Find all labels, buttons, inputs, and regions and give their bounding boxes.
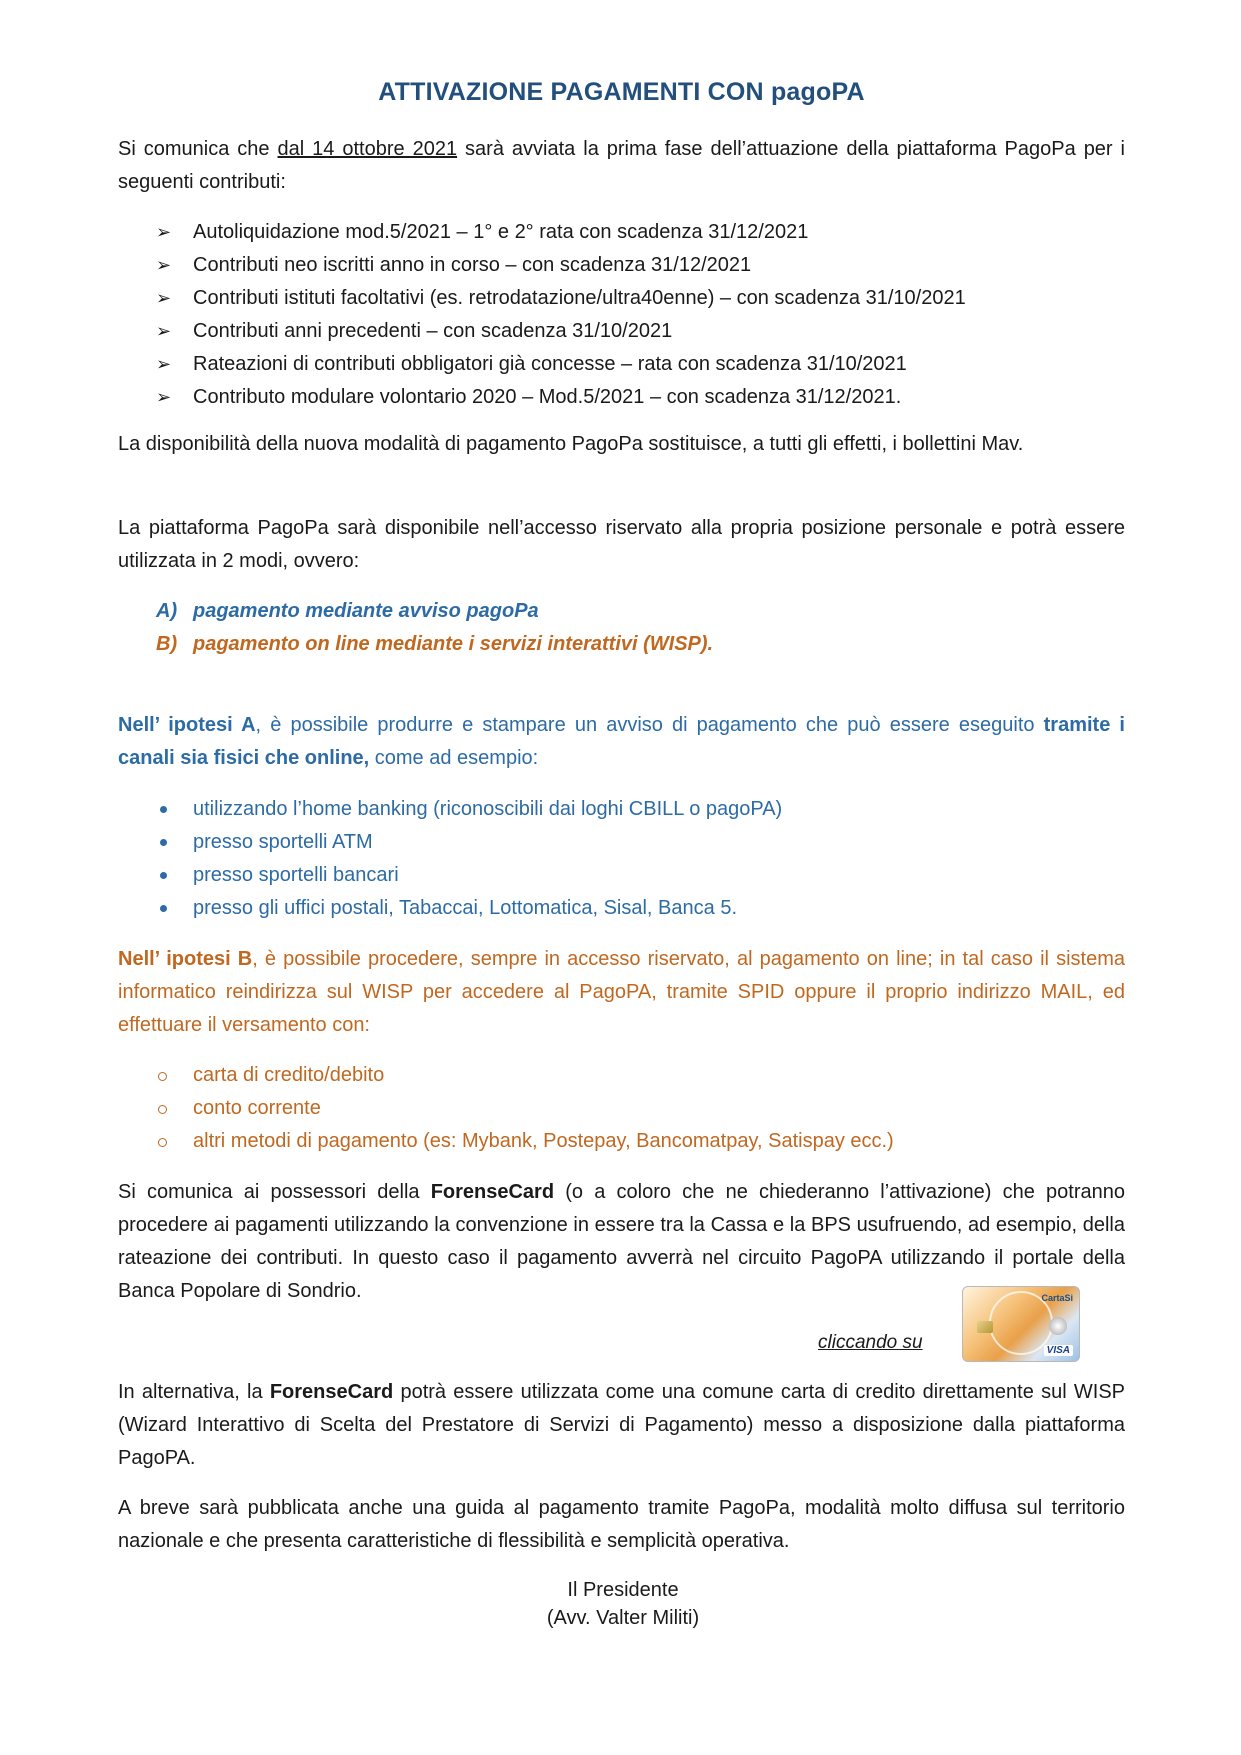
signature-name: (Avv. Valter Militi) [546, 1607, 700, 1629]
list-item: presso sportelli ATM [118, 826, 1125, 859]
contributi-list [118, 216, 1125, 414]
card-chip-icon [977, 1321, 993, 1333]
arrow-bullet-icon: ➢ [156, 387, 172, 408]
intro-post: sarà avviata la prima fase dell’attuazione della piattaforma PagoPa per i seguenti contributi: [118, 138, 1125, 193]
forensecard-image[interactable] [962, 1286, 1080, 1362]
piattaforma-paragraph: La piattaforma PagoPa sarà disponibile nell’accesso riservato alla propria posizione personale e potrà essere utilizzata in 2 modi, ovvero: [118, 517, 1125, 572]
canali-list [118, 793, 1125, 925]
cliccando-link[interactable]: cliccando su [818, 1332, 923, 1353]
list-item: ➢ Contributi anni precedenti – con scadenza 31/10/2021 [118, 315, 1125, 348]
disponibilita-paragraph: La disponibilità della nuova modalità di pagamento PagoPa sostituisce, a tutti gli effetti, i bollettini Mav. [118, 433, 1024, 455]
intro-date: dal 14 ottobre 2021 [277, 138, 458, 160]
list-item: utilizzando l’home banking (riconoscibili dai loghi CBILL o pagoPA) [118, 793, 1125, 826]
page-title: ATTIVAZIONE PAGAMENTI CON pagoPA [378, 78, 865, 106]
bullet-circle-icon [158, 1072, 167, 1081]
modi-list [118, 595, 1125, 661]
signature-block [118, 1576, 1125, 1632]
ipotesi-b-paragraph: Nell’ ipotesi B, è possibile procedere, sempre in accesso riservato, al pagamento on line; in tal caso il sistema informatico reindirizza sul WISP per accedere al PagoPA, tramite SPID oppure il proprio indirizzo MAIL, ed effettuare il versamento con: [118, 948, 1125, 1036]
list-item: ➢ Autoliquidazione mod.5/2021 – 1° e 2° rata con scadenza 31/12/2021 [118, 216, 1125, 249]
arrow-bullet-icon: ➢ [156, 255, 172, 276]
list-item: altri metodi di pagamento (es: Mybank, Postepay, Bancomatpay, Satispay ecc.) [118, 1125, 1125, 1158]
list-item: ➢ Rateazioni di contributi obbligatori già concesse – rata con scadenza 31/10/2021 [118, 348, 1125, 381]
bullet-circle-icon [158, 1105, 167, 1114]
list-item: ➢ Contributi neo iscritti anno in corso – con scadenza 31/12/2021 [118, 249, 1125, 282]
arrow-bullet-icon: ➢ [156, 321, 172, 342]
list-item: carta di credito/debito [118, 1059, 1125, 1092]
list-item: ➢ Contributi istituti facoltativi (es. retrodatazione/ultra40enne) – con scadenza 31/10/2021 [118, 282, 1125, 315]
list-item: presso sportelli bancari [118, 859, 1125, 892]
bullet-dot-icon [160, 839, 167, 846]
signature-role: Il Presidente [567, 1579, 679, 1601]
bullet-dot-icon [160, 905, 167, 912]
card-hologram-icon [1049, 1317, 1067, 1335]
arrow-bullet-icon: ➢ [156, 288, 172, 309]
bullet-circle-icon [158, 1138, 167, 1147]
arrow-bullet-icon: ➢ [156, 354, 172, 375]
list-item-a: A) pagamento mediante avviso pagoPa [156, 600, 539, 622]
visa-logo: VISA [1044, 1345, 1073, 1356]
ipotesi-a-paragraph: Nell’ ipotesi A, è possibile produrre e stampare un avviso di pagamento che può essere eseguito tramite i canali sia fisici che online, come ad esempio: [118, 714, 1125, 769]
intro-paragraph [118, 133, 1125, 199]
intro-pre: Si comunica che [118, 138, 278, 160]
list-item-b: B) pagamento on line mediante i servizi interattivi (WISP). [156, 633, 714, 655]
guida-paragraph: A breve sarà pubblicata anche una guida al pagamento tramite PagoPa, modalità molto diffusa sul territorio nazionale e che presenta caratteristiche di flessibilità e semplicità operativa. [118, 1497, 1125, 1552]
arrow-bullet-icon: ➢ [156, 222, 172, 243]
list-item: conto corrente [118, 1092, 1125, 1125]
forensecard-paragraph: Si comunica ai possessori della ForenseCard (o a coloro che ne chiederanno l’attivazione) che potranno procedere ai pagamenti utilizzando la convenzione in essere tra la Cassa e la BPS usufruendo, ad esempio, della rateazione dei contributi. In questo caso il pagamento avverrà nel circuito PagoPA utilizzando il portale della Banca Popolare di Sondrio. [118, 1181, 1125, 1302]
metodi-list [118, 1059, 1125, 1158]
list-item: presso gli uffici postali, Tabaccai, Lottomatica, Sisal, Banca 5. [118, 892, 1125, 925]
card-brand-logo: CartaSi [1041, 1293, 1073, 1303]
list-item: ➢ Contributo modulare volontario 2020 – Mod.5/2021 – con scadenza 31/12/2021. [118, 381, 1125, 414]
bullet-dot-icon [160, 872, 167, 879]
alternativa-paragraph: In alternativa, la ForenseCard potrà essere utilizzata come una comune carta di credito direttamente sul WISP (Wizard Interattivo di Scelta del Prestatore di Servizi di Pagamento) messo a disposizione dalla piattaforma PagoPA. [118, 1381, 1126, 1469]
bullet-dot-icon [160, 806, 167, 813]
